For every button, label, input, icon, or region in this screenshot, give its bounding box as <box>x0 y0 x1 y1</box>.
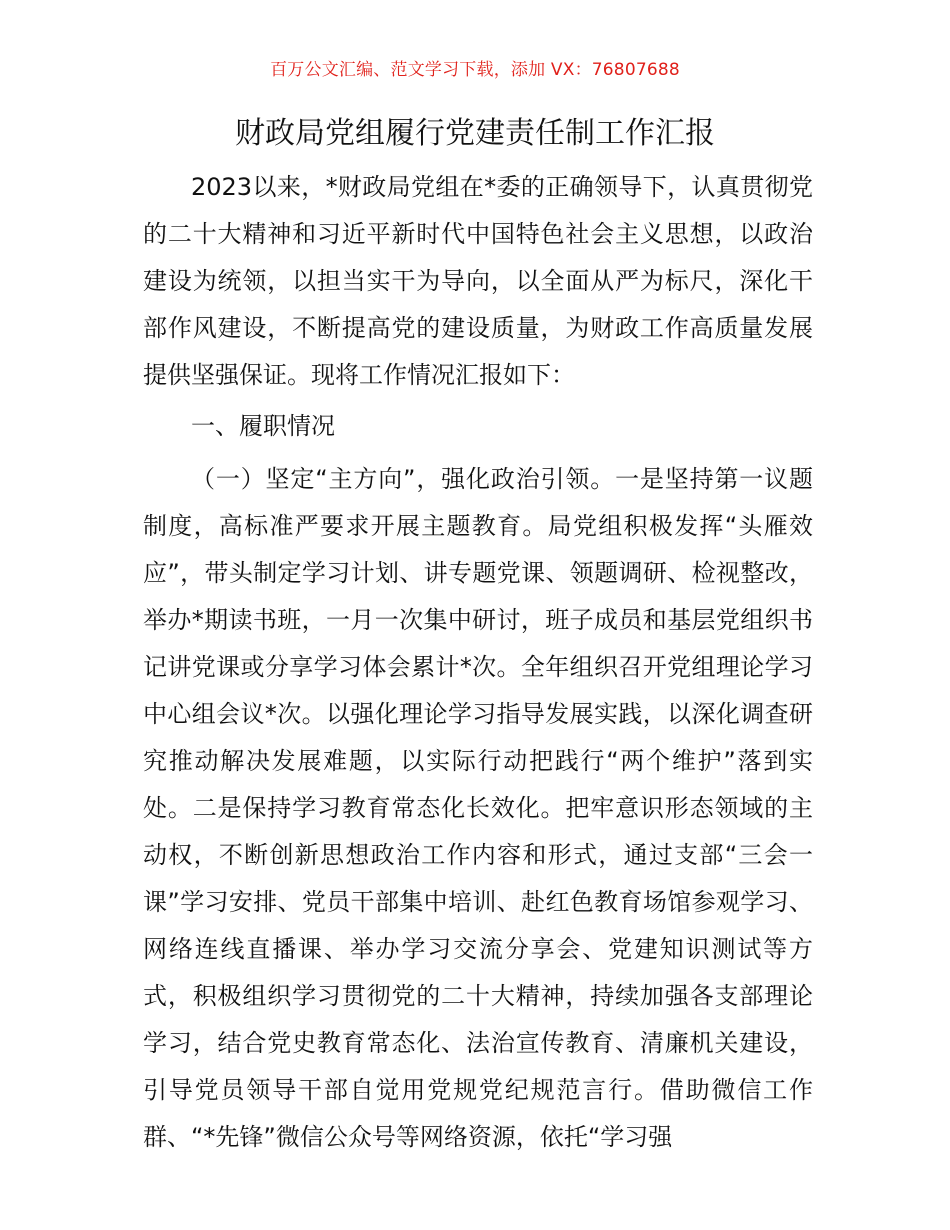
document-title: 财政局党组履行党建责任制工作汇报 <box>235 116 715 151</box>
intro-paragraph: 2023以来，*财政局党组在*委的正确领导下，认真贯彻党的二十大精神和习近平新时代中国特色社会主义思想，以政治建设为统领，以担当实干为导向，以全面从严为标尺，深化干部作风建设，不断提高党的建设质量，为财政工作高质量发展提供坚强保证。现将工作情况汇报如下： <box>143 173 813 389</box>
header-note: 百万公文汇编、范文学习下载，添加 VX：76807688 <box>270 60 680 80</box>
section-1-paragraph-1: （一）坚定“主方向”，强化政治引领。一是坚持第一议题制度，高标准严要求开展主题教育。局党组积极发挥“头雁效应”，带头制定学习计划、讲专题党课、领题调研、检视整改，举办*期读书班，一月一次集中研讨，班子成员和基层党组织书记讲党课或分享学习体会累计*次。全年组织召开党组理论学习中心组会议*次。以强化理论学习指导发展实践，以深化调查研究推动解决发展难题，以实际行动把践行“两个维护”落到实处。二是保持学习教育常态化长效化。把牢意识形态领域的主动权，不断创新思想政治工作内容和形式，通过支部“三会一课”学习安排、党员干部集中培训、赴红色教育场馆参观学习、网络连线直播课、举办学习交流分享会、党建知识测试等方式，积极组织学习贯彻党的二十大精神，持续加强各支部理论学习，结合党史教育常态化、法治宣传教育、清廉机关建设，引导党员领导干部自觉用党规党纪规范言行。借助微信工作群、“*先锋”微信公众号等网络资源，依托“学习强 <box>143 465 813 1151</box>
section-heading-1: 一、履职情况 <box>191 412 335 440</box>
document-body <box>143 164 813 1161</box>
